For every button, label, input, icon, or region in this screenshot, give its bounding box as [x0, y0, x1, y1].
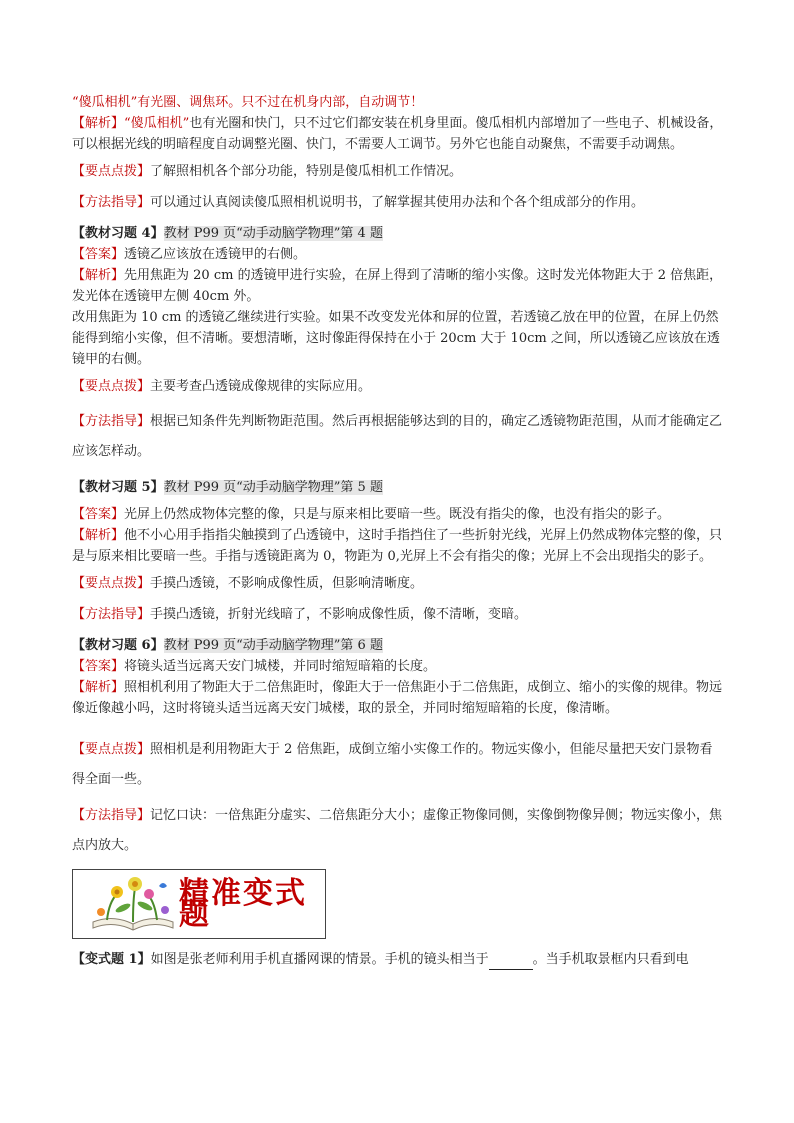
key-text: 照相机是利用物距大于 2 倍焦距，成倒立缩小实像工作的。物远实像小，但能尽量把天安门景物看得全面一些。	[72, 742, 713, 787]
method-text: 可以通过认真阅读傻瓜照相机说明书，了解掌握其使用办法和个各个组成部分的作用。	[150, 195, 645, 210]
variant-label: 【变式题 1】	[72, 952, 151, 967]
key-label: 【要点点拨】	[72, 742, 151, 757]
key-label: 【要点点拨】	[72, 379, 151, 394]
document-page	[72, 92, 724, 970]
method-label: 【方法指导】	[72, 808, 151, 823]
exercise-5-method	[72, 604, 724, 625]
exercise-4-title-bold: 【教材习题 4】	[72, 226, 164, 241]
exercise-6-title-bold: 【教材习题 6】	[72, 638, 164, 653]
analysis-label: 【解析】	[72, 680, 125, 695]
method-paragraph	[72, 192, 724, 213]
method-label: 【方法指导】	[72, 414, 151, 429]
analysis-label: 【解析】	[72, 116, 125, 131]
exercise-5-analysis	[72, 525, 724, 567]
key-text: 了解照相机各个部分功能，特别是傻瓜相机工作情况。	[150, 164, 463, 179]
exercise-6-title-rest: 教材 P99 页“动手动脑学物理”第 6 题	[163, 638, 383, 653]
exercise-4-key	[72, 376, 724, 397]
answer-blank[interactable]	[489, 955, 533, 970]
answer-text: 光屏上仍然成物体完整的像，只是与原来相比要暗一些。既没有指尖的像，也没有指尖的影子。	[124, 507, 671, 522]
analysis-text: 先用焦距为 20 cm 的透镜甲进行实验，在屏上得到了清晰的缩小实像。这时发光体物距大于 2 倍焦距，发光体在透镜甲左侧 40cm 外。	[72, 268, 723, 304]
exercise-6-key	[72, 735, 724, 795]
answer-text: 透镜乙应该放在透镜甲的右侧。	[124, 247, 307, 262]
method-label: 【方法指导】	[72, 607, 151, 622]
method-text: 手摸凸透镜，折射光线暗了，不影响成像性质，像不清晰，变暗。	[150, 607, 528, 622]
exercise-4-analysis-2: 改用焦距为 10 cm 的透镜乙继续进行实验。如果不改变发光体和屏的位置，若透镜乙放在甲的位置，在屏上仍然能得到缩小实像，但不清晰。要想清晰，这时像距得保持在小于 20cm 大于 10cm 之间，所以透镜乙应该放在透镜甲的右侧。	[72, 310, 720, 367]
exercise-4-answer	[72, 244, 724, 265]
variant-1-question	[72, 949, 724, 970]
analysis-text: 照相机利用了物距大于二倍焦距时，像距大于一倍焦距小于二倍焦距，成倒立、缩小的实像的规律。物远像近像越小吗，这时将镜头适当远离天安门城楼，取的景全，并同时缩短暗箱的长度，像清晰。	[72, 680, 723, 716]
key-label: 【要点点拨】	[72, 576, 151, 591]
answer-label: 【答案】	[72, 247, 125, 262]
key-text: 手摸凸透镜，不影响成像性质，但影响清晰度。	[150, 576, 424, 591]
analysis-label: 【解析】	[72, 528, 125, 543]
key-label: 【要点点拨】	[72, 164, 151, 179]
exercise-5-title-bold: 【教材习题 5】	[72, 480, 164, 495]
analysis-text: 他不小心用手指指尖触摸到了凸透镜中，这时手指挡住了一些折射光线，光屏上仍然成物体完整的像，只是与原来相比要暗一些。手指与透镜距离为 0，物距为 0,光屏上不会有指尖的像；光屏上不会出现指尖的影子。	[72, 528, 723, 564]
analysis-quote: “傻瓜相机”	[124, 116, 190, 131]
answer-label: 【答案】	[72, 659, 125, 674]
method-label: 【方法指导】	[72, 195, 151, 210]
answer-label: 【答案】	[72, 507, 125, 522]
exercise-5-title-rest: 教材 P99 页“动手动脑学物理”第 5 题	[163, 480, 383, 495]
variant-text-b: 。当手机取景框内只看到电	[532, 952, 689, 967]
analysis-paragraph	[72, 113, 724, 155]
banner-title: 精准变式题	[179, 876, 307, 932]
answer-text: 将镜头适当远离天安门城楼，并同时缩短暗箱的长度。	[124, 659, 437, 674]
analysis-label: 【解析】	[72, 268, 125, 283]
exercise-6-method	[72, 801, 724, 861]
intro-line: “傻瓜相机”有光圈、调焦环。只不过在机身内部，自动调节！	[72, 95, 424, 110]
open-book-flowers-icon	[87, 872, 179, 936]
exercise-4-analysis	[72, 265, 724, 307]
exercise-6-answer	[72, 656, 724, 677]
analysis-text: 也有光圈和快门，只不过它们都安装在机身里面。傻瓜相机内部增加了一些电子、机械设备，可以根据光线的明暗程度自动调整光圈、快门，不需要人工调节。另外它也能自动聚焦，不需要手动调焦。	[72, 116, 723, 152]
key-paragraph	[72, 161, 724, 182]
exercise-6-analysis	[72, 677, 724, 719]
method-text: 记忆口诀：一倍焦距分虚实、二倍焦距分大小；虚像正物像同侧，实像倒物像异侧；物远实像小，焦点内放大。	[72, 808, 723, 853]
exercise-6-title	[72, 635, 724, 656]
exercise-4-title	[72, 223, 724, 244]
exercise-4-title-rest: 教材 P99 页“动手动脑学物理”第 4 题	[163, 226, 383, 241]
variant-text-a: 如图是张老师利用手机直播网课的情景。手机的镜头相当于	[150, 952, 489, 967]
exercise-5-answer	[72, 504, 724, 525]
exercise-5-key	[72, 573, 724, 594]
section-banner	[72, 869, 326, 939]
exercise-5-title	[72, 477, 724, 498]
key-text: 主要考查凸透镜成像规律的实际应用。	[150, 379, 372, 394]
exercise-4-method	[72, 407, 724, 467]
method-text: 根据已知条件先判断物距范围。然后再根据能够达到的目的，确定乙透镜物距范围，从而才能确定乙应该怎样动。	[72, 414, 723, 459]
